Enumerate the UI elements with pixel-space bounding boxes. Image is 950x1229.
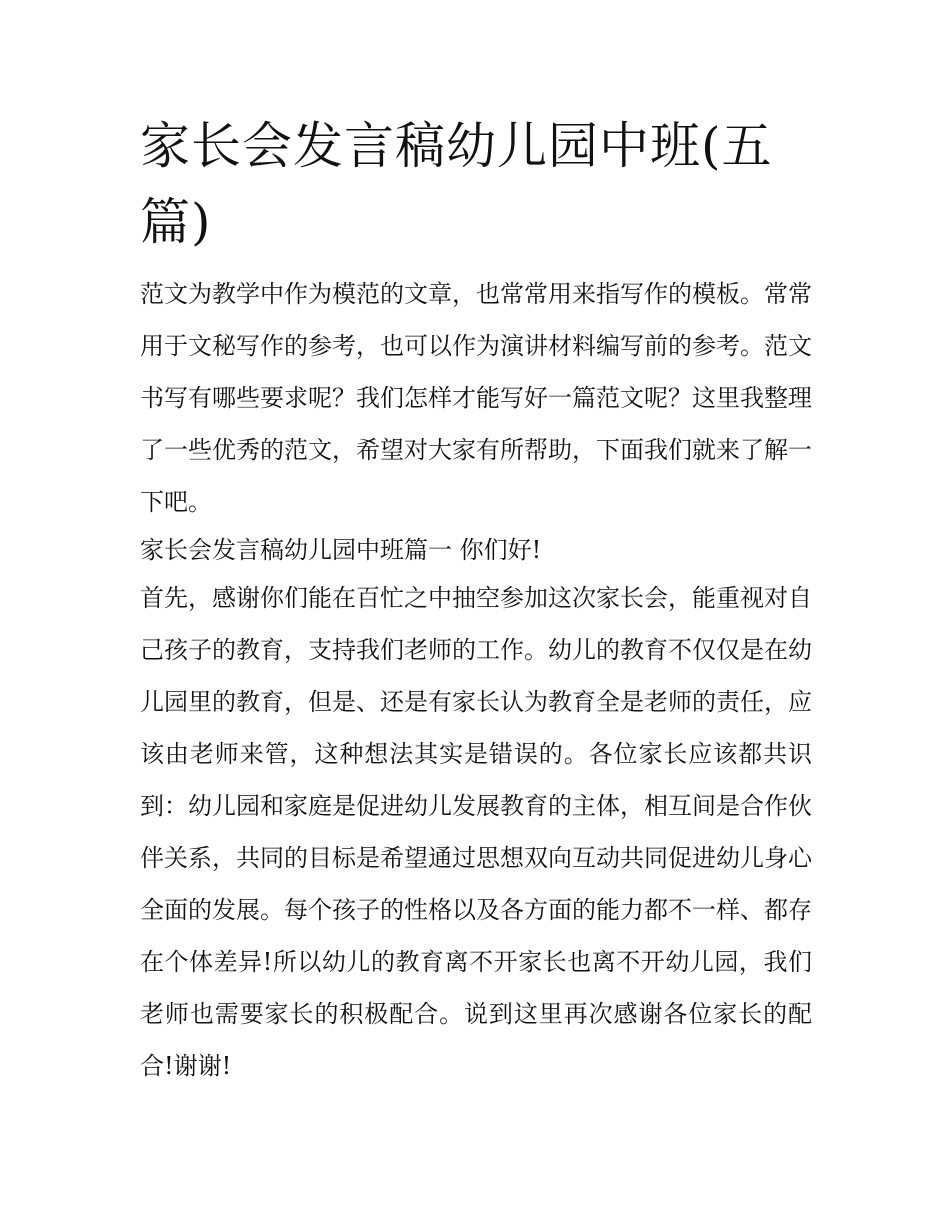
document-title: 家长会发言稿幼儿园中班(五篇) — [140, 117, 773, 251]
body-paragraph: 首先，感谢你们能在百忙之中抽空参加这次家长会，能重视对自己孩子的教育，支持我们老师的工作。幼儿的教育不仅仅是在幼儿园里的教育，但是、还是有家长认为教育全是老师的责任，应该由老师来管，这种想法其实是错误的。各位家长应该都共识到：幼儿园和家庭是促进幼儿发展教育的主体，相互间是合作伙伴关系，共同的目标是希望通过思想双向互动共同促进幼儿身心全面的发展。每个孩子的性格以及各方面的能力都不一样、都存在个体差异!所以幼儿的教育离不开家长也离不开幼儿园，我们老师也需要家长的积极配合。说到这里再次感谢各位家长的配合!谢谢! — [140, 584, 812, 1080]
intro-paragraph: 范文为教学中作为模范的文章，也常常用来指写作的模板。常常用于文秘写作的参考，也可以作为演讲材料编写前的参考。范文书写有哪些要求呢？我们怎样才能写好一篇范文呢？这里我整理了一些优秀的范文，希望对大家有所帮助，下面我们就来了解一下吧。 — [140, 280, 812, 516]
document-page — [140, 108, 812, 1092]
section-heading: 家长会发言稿幼儿园中班篇一 你们好! — [140, 536, 542, 564]
